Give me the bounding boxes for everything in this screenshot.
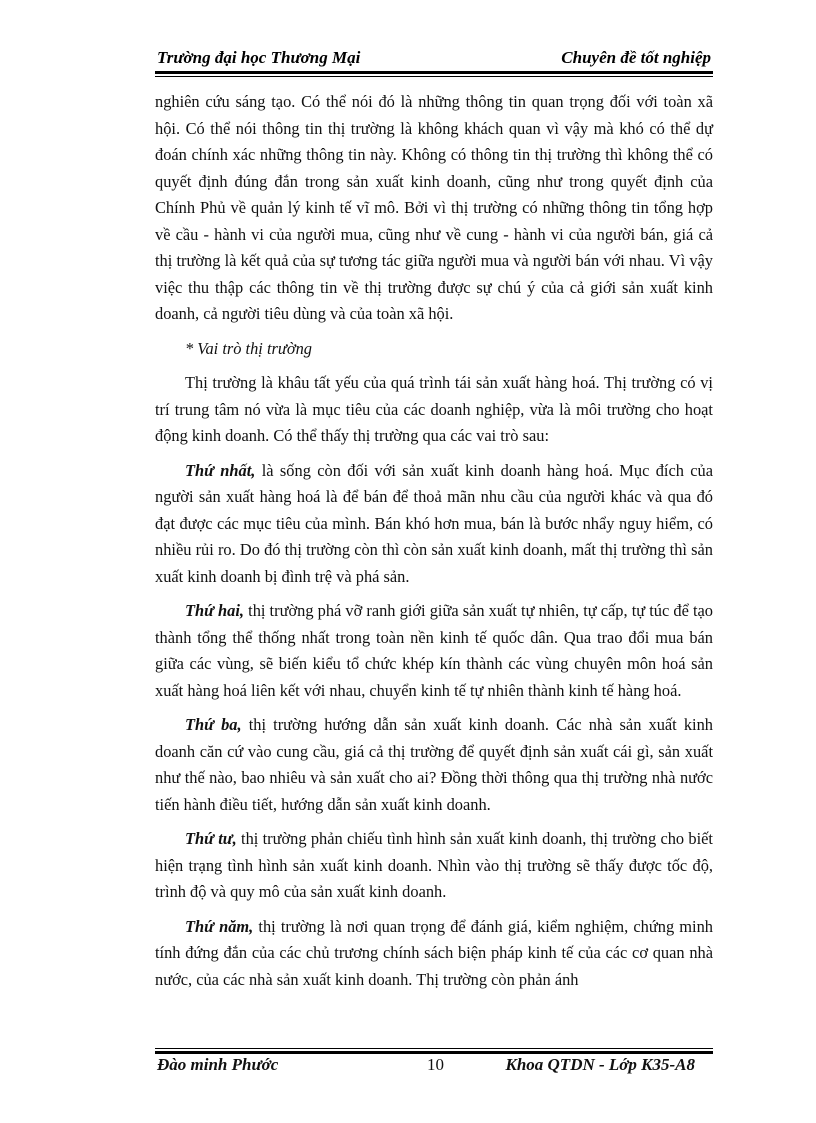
- paragraph-7-lead: Thứ năm,: [185, 916, 254, 936]
- header-university: Trường đại học Thương Mại: [157, 48, 361, 67]
- paragraph-4-lead: Thứ hai,: [185, 601, 245, 620]
- paragraph-6: [155, 826, 713, 906]
- page-footer: [155, 1055, 713, 1079]
- paragraph-3: [155, 458, 713, 591]
- header-divider-thin: [155, 76, 713, 77]
- footer-class: Khoa QTDN - Lớp K35-A8: [505, 1055, 695, 1074]
- page-header: [155, 48, 713, 72]
- paragraph-4-text: thị trường phá vỡ ranh giới giữa sản xuất tự nhiên, tự cấp, tự túc để tạo thành tổng thể thống nhất trong toàn nền kinh tế quốc dân. Qua trao đổi mua bán giữa các vùng, sẽ biến kiểu tổ chức khép kín thành các vùng chuyên môn hoá sản xuất hàng hoá liên kết với nhau, chuyển kinh tế tự nhiên thành kinh tế hàng hoá.: [155, 601, 713, 700]
- footer-author: Đào minh Phước: [157, 1055, 279, 1074]
- paragraph-5: [155, 712, 713, 818]
- footer-divider-thin: [155, 1048, 713, 1049]
- section-heading: * Vai trò thị trường: [185, 338, 312, 358]
- header-divider-thick: [155, 71, 713, 74]
- paragraph-6-lead: Thứ tư,: [185, 829, 237, 848]
- paragraph-6-text: thị trường phản chiếu tình hình sản xuất kinh doanh, thị trường cho biết hiện trạng tình hình sản xuất kinh doanh. Nhìn vào thị trường sẽ thấy được tốc độ, trình độ và quy mô của sản xuất kinh doanh.: [155, 829, 713, 901]
- paragraph-1: nghiên cứu sáng tạo. Có thể nói đó là những thông tin quan trọng đối với toàn xã hội. Có thể nói thông tin thị trường là không khách quan vì vậy mà khó có thể dự đoán chính xác những thông tin này. Không có thông tin thị trường thì không thể có quyết định đúng đắn trong sản xuất kinh doanh, cũng như trong quyết định của Chính Phủ về quản lý kinh tế vĩ mô. Bởi vì thị trường có những thông tin tổng hợp về cầu - hành vi của người mua, cũng như về cung - hành vi của người bán, giá cả thị trường là kết quả của sự tương tác giữa người mua và người bán với nhau. Vì vậy việc thu thập các thông tin về thị trường được sự chú ý của cả giới sản xuất kinh doanh, cả người tiêu dùng và của toàn xã hội.: [155, 92, 713, 323]
- page-number: 10: [427, 1055, 444, 1074]
- paragraph-3-text: là sống còn đối với sản xuất kinh doanh hàng hoá. Mục đích của người sản xuất hàng hoá là để bán để thoả mãn nhu cầu của người khác và qua đó đạt được các mục tiêu của mình. Bán khó hơn mua, bán là bước nhẩy nguy hiểm, có nhiều rủi ro. Do đó thị trường còn thì còn sản xuất kinh doanh, mất thị trường thì sản xuất kinh doanh bị đình trệ và phá sản.: [155, 460, 714, 586]
- paragraph-5-text: thị trường hướng dẫn sản xuất kinh doanh. Các nhà sản xuất kinh doanh căn cứ vào cung cầu, giá cả thị trường để quyết định sản xuất cái gì, sản xuất như thế nào, bao nhiêu và sản xuất cho ai? Đồng thời thông qua thị trường nhà nước tiến hành điều tiết, hướng dẫn sản xuất kinh doanh.: [155, 715, 714, 814]
- paragraph-7-text: thị trường là nơi quan trọng để đánh giá, kiểm nghiệm, chứng minh tính đứng đắn của các chủ trương chính sách biện pháp kinh tế của các cơ quan nhà nước, của các nhà sản xuất kinh doanh. Thị trường còn phản ánh: [155, 916, 713, 989]
- paragraph-7: [155, 914, 713, 994]
- header-thesis-title: Chuyên đề tốt nghiệp: [561, 48, 711, 67]
- paragraph-3-lead: Thứ nhất,: [185, 460, 256, 480]
- paragraph-5-lead: Thứ ba,: [185, 715, 242, 734]
- paragraph-4: [155, 598, 713, 704]
- page-body: [155, 89, 713, 993]
- paragraph-2: Thị trường là khâu tất yếu của quá trình tái sản xuất hàng hoá. Thị trường có vị trí trung tâm nó vừa là mục tiêu của các doanh nghiệp, vừa là môi trường cho hoạt động kinh doanh. Có thể thấy thị trường qua các vai trò sau:: [155, 373, 713, 445]
- footer-divider-thick: [155, 1051, 713, 1054]
